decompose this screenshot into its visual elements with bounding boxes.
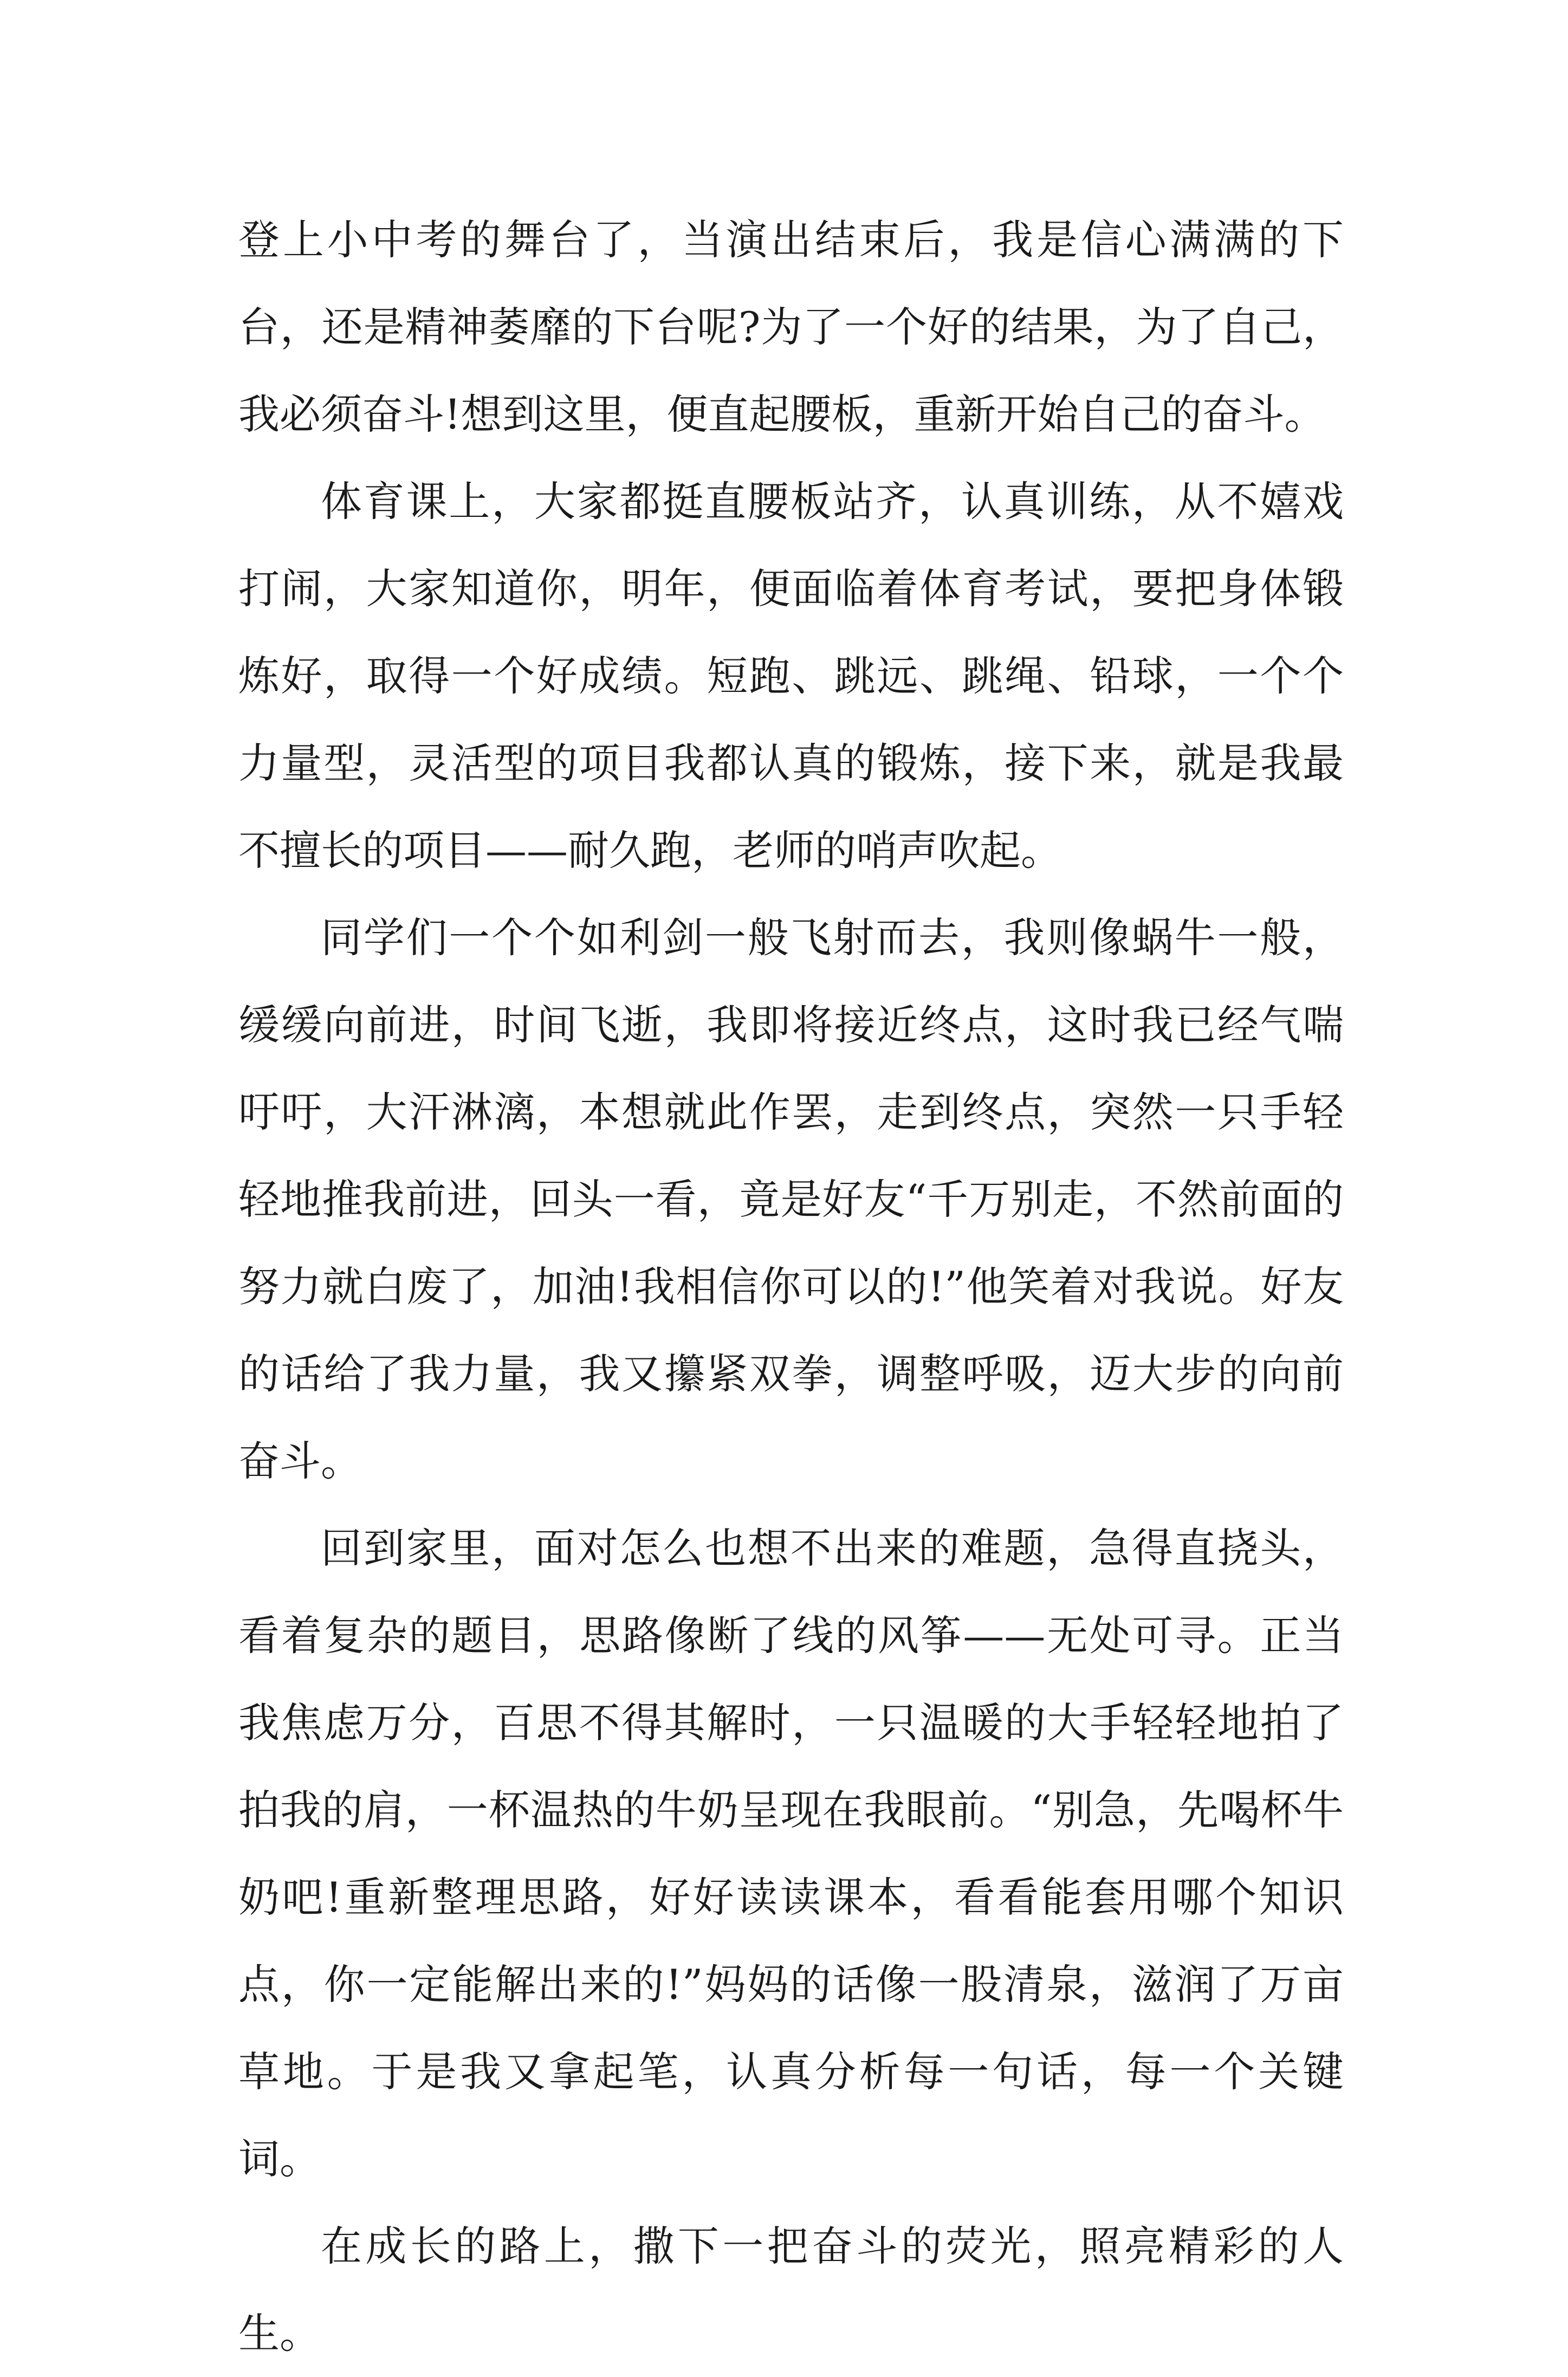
paragraph-3: 同学们一个个如利剑一般飞射而去，我则像蜗牛一般，缓缓向前进，时间飞逝，我即将接近终点，这时我已经气喘吁吁，大汗淋漓，本想就此作罢，走到终点，突然一只手轻轻地推我前进，回头一看，竟是好友“千万别走，不然前面的努力就白废了，加油!我相信你可以的!”他笑着对我说。好友的话给了我力量，我又攥紧双拳，调整呼吸，迈大步的向前奋斗。 [238, 914, 1344, 1485]
essay-body [238, 196, 1344, 2377]
paragraph-2: 体育课上，大家都挺直腰板站齐，认真训练，从不嬉戏打闹，大家知道你，明年，便面临着体育考试，要把身体锻炼好，取得一个好成绩。短跑、跳远、跳绳、铅球，一个个力量型，灵活型的项目我都认真的锻炼，接下来，就是我最不擅长的项目——耐久跑，老师的哨声吹起。 [238, 477, 1344, 875]
paragraph-1: 登上小中考的舞台了，当演出结束后，我是信心满满的下台，还是精神萎靡的下台呢?为了一个好的结果，为了自己，我必须奋斗!想到这里，便直起腰板，重新开始自己的奋斗。 [238, 216, 1344, 438]
paragraph-5: 在成长的路上，撒下一把奋斗的荧光，照亮精彩的人生。 [238, 2222, 1344, 2357]
paragraph-4: 回到家里，面对怎么也想不出来的难题，急得直挠头，看着复杂的题目，思路像断了线的风筝——无处可寻。正当我焦虑万分，百思不得其解时，一只温暖的大手轻轻地拍了拍我的肩，一杯温热的牛奶呈现在我眼前。“别急，先喝杯牛奶吧!重新整理思路，好好读读课本，看看能套用哪个知识点，你一定能解出来的!”妈妈的话像一股清泉，滋润了万亩草地。于是我又拿起笔，认真分析每一句话，每一个关键词。 [238, 1524, 1344, 2183]
